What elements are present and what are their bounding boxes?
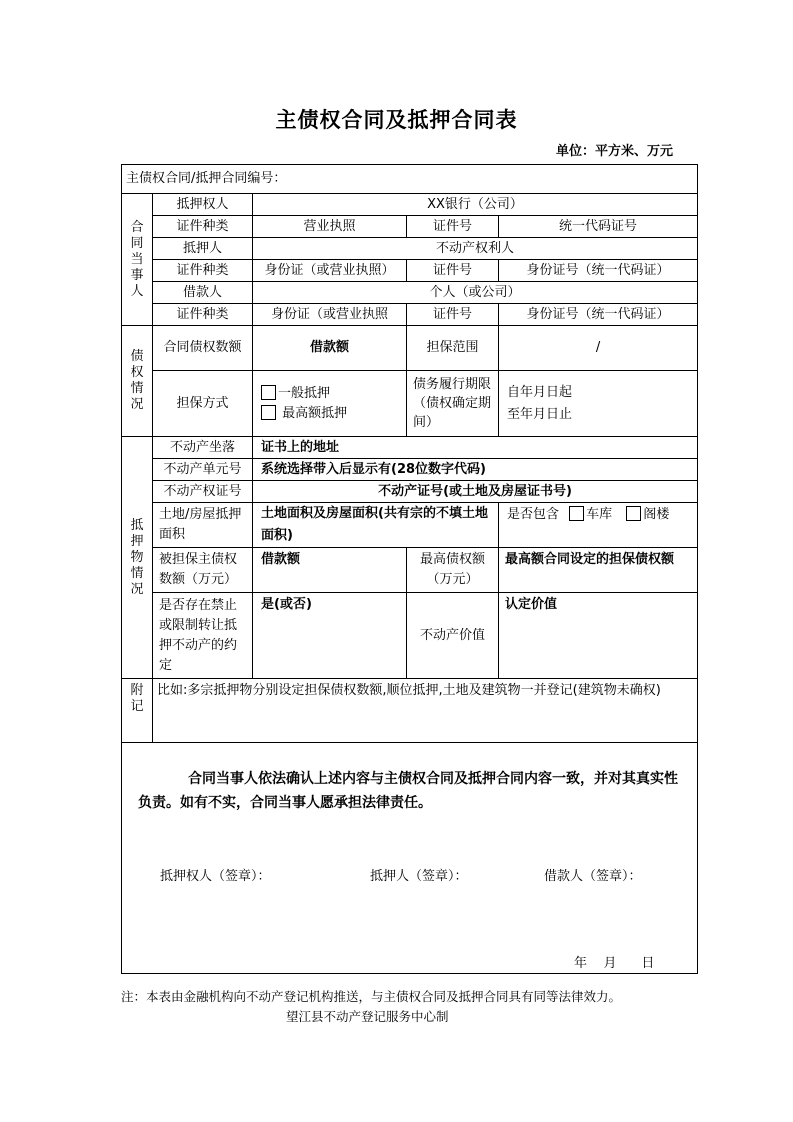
cert-type-label: 证件种类 [153,216,253,238]
cert-no-value: 统一代码证号 [499,216,698,238]
transfer-restriction-value: 是(或否) [253,593,407,679]
checkbox-icon[interactable] [261,405,276,420]
period-end: 至年月日止 [507,406,573,422]
checkbox-icon[interactable] [569,506,584,521]
cert-no-label: 证件号 [407,216,499,238]
guarantee-scope-label: 担保范围 [407,326,499,371]
remarks-text: 比如:多宗抵押物分别设定担保债权数额,顺位抵押,土地及建筑物一并登记(建筑物未确权) [153,679,698,743]
debt-period-label: 债务履行期限（债权确定期间） [407,371,499,437]
cert-type-value: 身份证（或营业执照 [253,304,407,326]
general-mortgage-option[interactable]: 一般抵押 [261,384,402,404]
include-label: 是否包含 [507,507,560,522]
cert-type-value: 身份证（或营业执照） [253,260,407,282]
max-debt-value: 最高额合同设定的担保债权额 [499,548,698,593]
borrower-signature: 借款人（签章）： [544,869,642,884]
debt-amount-value: 借款额 [253,326,407,371]
cert-no-label: 证件号 [407,260,499,282]
secured-amount-value: 借款额 [253,548,407,593]
mortgagor-value: 不动产权利人 [253,238,698,260]
parties-group-label: 合 同 当 事 人 [122,194,153,326]
period-start: 自年月日起 [507,384,573,400]
property-location-value: 证书上的地址 [253,437,698,459]
borrower-value: 个人（或公司） [253,282,698,304]
checkbox-icon[interactable] [626,506,641,521]
property-group-label: 抵 押 物 情 况 [122,437,153,679]
property-cert-value: 不动产证号(或土地及房屋证书号) [253,481,698,503]
debt-period-value [499,371,698,437]
transfer-restriction-label: 是否存在禁止或限制转让抵押不动产的约定 [153,593,253,679]
borrower-label: 借款人 [153,282,253,304]
cert-no-value: 身份证号（统一代码证） [499,260,698,282]
mortgage-area-label: 土地/房屋抵押面积 [153,503,253,548]
mortgagee-label: 抵押权人 [153,194,253,216]
property-unit-no-label: 不动产单元号 [153,459,253,481]
remarks-group-label: 附 记 [122,679,153,743]
declaration-text: 合同当事人依法确认上述内容与主债权合同及抵押合同内容一致，并对其真实性负责。如有不实，合同当事人愿承担法律责任。 [138,771,678,811]
declaration-section [122,743,698,974]
guarantee-method-options [253,371,407,437]
issuer: 望江县不动产登记服务中心制 [286,1009,449,1024]
property-location-label: 不动产坐落 [153,437,253,459]
guarantee-scope-value: / [499,326,698,371]
property-value-value: 认定价值 [499,593,698,679]
debt-amount-label: 合同债权数额 [153,326,253,371]
property-value-label: 不动产价值 [407,593,499,679]
cert-type-value: 营业执照 [253,216,407,238]
guarantee-method-label: 担保方式 [153,371,253,437]
secured-amount-label: 被担保主债权数额（万元） [153,548,253,593]
garage-option[interactable]: 车库 [586,507,613,522]
attic-option[interactable]: 阁楼 [643,507,670,522]
contract-no-label: 主债权合同/抵押合同编号： [122,165,698,194]
cert-type-label: 证件种类 [153,260,253,282]
cert-type-label: 证件种类 [153,304,253,326]
max-debt-label: 最高债权额（万元） [407,548,499,593]
mortgagee-value: XX银行（公司） [253,194,698,216]
form-title: 主债权合同及抵押合同表 [275,108,518,132]
unit-note: 单位：平方米、万元 [555,144,673,159]
property-cert-label: 不动产权证号 [153,481,253,503]
cert-no-label: 证件号 [407,304,499,326]
property-unit-no-value: 系统选择带入后显示有(28位数字代码) [253,459,698,481]
include-options [499,503,698,548]
mortgagor-label: 抵押人 [153,238,253,260]
checkbox-icon[interactable] [261,385,276,400]
debt-group-label: 债 权 情 况 [122,326,153,437]
mortgage-area-value: 土地面积及房屋面积(共有宗的不填土地面积) [253,503,499,548]
max-amount-mortgage-option[interactable]: 最高额抵押 [261,404,402,424]
sign-date: 年 月 日 [574,956,655,971]
mortgagee-signature: 抵押权人（签章）： [160,869,271,884]
cert-no-value: 身份证号（统一代码证） [499,304,698,326]
contract-form-table [121,164,698,974]
footnote: 注：本表由金融机构向不动产登记机构推送，与主债权合同及抵押合同具有同等法律效力。 [121,989,622,1004]
mortgagor-signature: 抵押人（签章）： [370,869,468,884]
